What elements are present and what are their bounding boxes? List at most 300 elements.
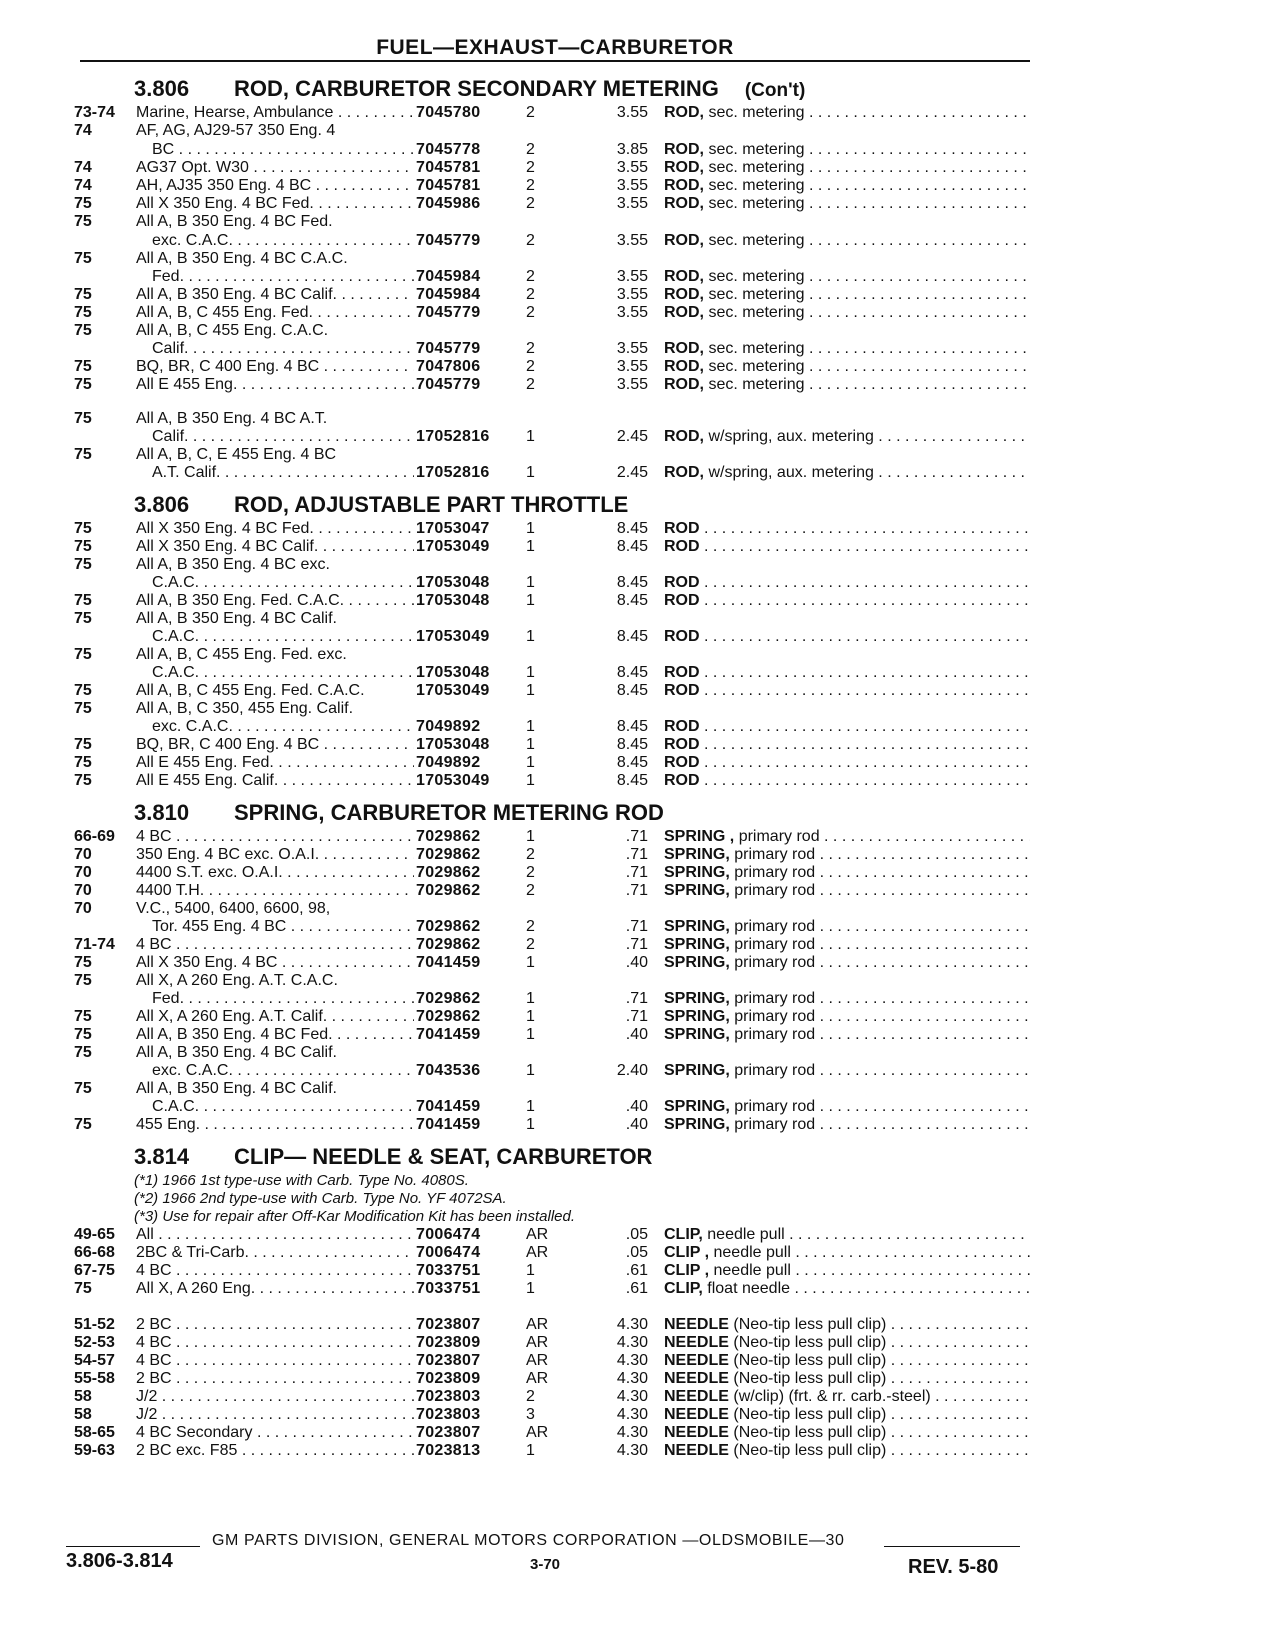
row-application: 4 BC Secondary . . . — [136, 1424, 414, 1442]
row-description — [664, 376, 1030, 394]
row-part-number: 7023807 — [416, 1424, 481, 1441]
row-quantity: 1 — [526, 538, 535, 555]
row-description-keyword: SPRING, — [664, 918, 730, 935]
row-price: 8.45 — [616, 538, 648, 555]
row-quantity: AR — [526, 1226, 549, 1243]
row-description — [664, 304, 1030, 322]
row-description-keyword: CLIP, — [664, 1280, 703, 1297]
row-quantity: 2 — [526, 286, 535, 303]
row-application: BQ, BR, C 400 Eng. 4 BC . . . — [136, 358, 414, 376]
row-application-cont: Fed. . . . — [152, 990, 414, 1008]
row-description — [664, 718, 1030, 736]
row-description-keyword: ROD, — [664, 340, 704, 357]
row-application: J/2 . . . — [136, 1406, 414, 1424]
row-year: 58-65 — [74, 1424, 115, 1441]
row-description-keyword: ROD — [664, 574, 700, 591]
row-year: 75 — [74, 556, 92, 573]
row-description — [664, 1244, 1030, 1262]
row-year: 52-53 — [74, 1334, 115, 1351]
row-description-text: needle pull — [707, 1226, 785, 1243]
row-part-number: 7023807 — [416, 1352, 481, 1369]
row-quantity: 1 — [526, 1026, 535, 1043]
row-description-keyword: CLIP, — [664, 1226, 703, 1243]
row-description-text: primary rod — [734, 882, 816, 899]
row-description-keyword: ROD, — [664, 195, 704, 212]
row-description-keyword: ROD, — [664, 464, 704, 481]
row-quantity: 1 — [526, 1442, 535, 1459]
row-price: 3.55 — [616, 104, 648, 121]
row-quantity: 2 — [526, 159, 535, 176]
row-application: All A, B 350 Eng. 4 BC Calif. — [136, 610, 337, 627]
section-number: 3.810 — [134, 800, 190, 825]
row-year: 75 — [74, 754, 92, 771]
row-part-number: 7023809 — [416, 1370, 481, 1387]
row-description — [664, 428, 1030, 446]
row-quantity: 2 — [526, 104, 535, 121]
row-description-keyword: ROD — [664, 682, 700, 699]
row-quantity: AR — [526, 1424, 549, 1441]
row-description-keyword: ROD, — [664, 268, 704, 285]
row-part-number: 7023813 — [416, 1442, 481, 1459]
row-year: 54-57 — [74, 1352, 115, 1369]
row-quantity: 2 — [526, 864, 535, 881]
row-part-number: 7029862 — [416, 990, 481, 1007]
row-price: .71 — [625, 828, 648, 845]
row-description — [664, 592, 1030, 610]
row-part-number: 17053048 — [416, 574, 490, 591]
row-description-text: primary rod — [734, 1008, 816, 1025]
row-description — [664, 1008, 1030, 1026]
row-application: V.C., 5400, 6400, 6600, 98, — [136, 900, 331, 917]
row-quantity: AR — [526, 1334, 549, 1351]
row-price: 4.30 — [616, 1424, 648, 1441]
row-description — [664, 1424, 1030, 1442]
row-description-text: primary rod — [734, 918, 816, 935]
row-application: 4 BC . . . — [136, 1262, 414, 1280]
row-description-text: sec. metering — [708, 195, 805, 212]
row-quantity: AR — [526, 1370, 549, 1387]
row-quantity: AR — [526, 1244, 549, 1261]
footer-revision: REV. 5-80 — [908, 1556, 999, 1578]
row-part-number: 7043536 — [416, 1062, 481, 1079]
row-price: 8.45 — [616, 772, 648, 789]
row-price: 8.45 — [616, 520, 648, 537]
row-application: 4400 T.H. . . . — [136, 882, 414, 900]
row-description — [664, 520, 1030, 538]
row-application: J/2 . . . — [136, 1388, 414, 1406]
row-year: 74 — [74, 159, 92, 176]
row-price: 4.30 — [616, 1334, 648, 1351]
row-description-keyword: SPRING, — [664, 882, 730, 899]
row-quantity: 1 — [526, 628, 535, 645]
row-part-number: 7006474 — [416, 1244, 481, 1261]
row-application-cont: C.A.C. . . . — [152, 628, 414, 646]
row-description — [664, 268, 1030, 286]
row-description — [664, 1388, 1030, 1406]
row-description-keyword: NEEDLE — [664, 1388, 729, 1405]
row-quantity: 1 — [526, 828, 535, 845]
row-quantity: 1 — [526, 736, 535, 753]
row-year: 75 — [74, 954, 92, 971]
row-description-keyword: ROD, — [664, 159, 704, 176]
row-year: 75 — [74, 682, 92, 699]
row-description — [664, 340, 1030, 358]
row-description — [664, 1026, 1030, 1044]
row-description-keyword: NEEDLE — [664, 1370, 729, 1387]
row-description-keyword: ROD — [664, 754, 700, 771]
row-price: 8.45 — [616, 682, 648, 699]
section-note: (*2) 1966 2nd type-use with Carb. Type No. YF 4072SA. — [134, 1190, 507, 1207]
row-description-text: w/spring, aux. metering — [708, 464, 874, 481]
row-quantity: AR — [526, 1352, 549, 1369]
row-application: AG37 Opt. W30 . . . — [136, 159, 414, 177]
row-description-keyword: ROD, — [664, 177, 704, 194]
row-price: 4.30 — [616, 1370, 648, 1387]
row-description-text: (Neo-tip less pull clip) — [733, 1334, 887, 1351]
row-price: 8.45 — [616, 718, 648, 735]
row-price: 3.55 — [616, 195, 648, 212]
row-description-keyword: SPRING, — [664, 1062, 730, 1079]
row-part-number: 7045778 — [416, 141, 481, 158]
row-description — [664, 918, 1030, 936]
row-description-text: sec. metering — [708, 304, 805, 321]
row-year: 49-65 — [74, 1226, 115, 1243]
row-price: .71 — [625, 882, 648, 899]
row-part-number: 7045984 — [416, 286, 481, 303]
row-description — [664, 574, 1030, 592]
row-description-keyword: SPRING, — [664, 1026, 730, 1043]
row-year: 71-74 — [74, 936, 115, 953]
row-year: 66-69 — [74, 828, 115, 845]
row-year: 70 — [74, 864, 92, 881]
row-description-keyword: ROD — [664, 538, 700, 555]
row-year: 75 — [74, 376, 92, 393]
row-application: All A, B 350 Eng. 4 BC Fed. — [136, 213, 333, 230]
row-price: 3.55 — [616, 177, 648, 194]
row-price: 3.55 — [616, 304, 648, 321]
row-year: 75 — [74, 195, 92, 212]
row-description-keyword: ROD, — [664, 358, 704, 375]
row-price: .40 — [625, 1116, 648, 1133]
row-year: 67-75 — [74, 1262, 115, 1279]
row-price: .71 — [625, 846, 648, 863]
row-application-cont: C.A.C. . . . — [152, 574, 414, 592]
row-description-text: (w/clip) (frt. & rr. carb.-steel) — [733, 1388, 931, 1405]
row-description-keyword: ROD, — [664, 428, 704, 445]
row-application: 4 BC . . . — [136, 1352, 414, 1370]
row-description — [664, 954, 1030, 972]
footer-rule-right — [884, 1546, 1020, 1547]
row-application-cont: C.A.C. . . . — [152, 664, 414, 682]
row-year: 75 — [74, 610, 92, 627]
row-price: 4.30 — [616, 1406, 648, 1423]
row-description-keyword: ROD, — [664, 141, 704, 158]
row-part-number: 7045986 — [416, 195, 481, 212]
row-application: All A, B 350 Eng. 4 BC exc. — [136, 556, 330, 573]
row-part-number: 7045779 — [416, 304, 481, 321]
row-description-keyword: ROD — [664, 628, 700, 645]
row-application-cont: exc. C.A.C. . . . — [152, 1062, 414, 1080]
row-price: .71 — [625, 918, 648, 935]
row-description — [664, 864, 1030, 882]
row-description — [664, 1370, 1030, 1388]
row-application: All A, B 350 Eng. 4 BC Calif. . . . . . — [136, 286, 414, 304]
row-application: All A, B 350 Eng. 4 BC C.A.C. — [136, 250, 348, 267]
row-application: All A, B, C, E 455 Eng. 4 BC — [136, 446, 337, 463]
row-description-text: sec. metering — [708, 376, 805, 393]
row-part-number: 17053048 — [416, 592, 490, 609]
row-quantity: 2 — [526, 936, 535, 953]
row-description — [664, 628, 1030, 646]
row-description — [664, 177, 1030, 195]
row-quantity: 1 — [526, 574, 535, 591]
row-description — [664, 1062, 1030, 1080]
row-quantity: 1 — [526, 1280, 535, 1297]
row-application: All X, A 260 Eng. . . . — [136, 1280, 414, 1298]
row-description-text: sec. metering — [708, 104, 805, 121]
row-part-number: 7029862 — [416, 882, 481, 899]
row-description — [664, 1352, 1030, 1370]
row-description-keyword: ROD — [664, 520, 700, 537]
row-quantity: 1 — [526, 1008, 535, 1025]
row-description-text: (Neo-tip less pull clip) — [733, 1370, 887, 1387]
row-description-text: (Neo-tip less pull clip) — [733, 1352, 887, 1369]
row-quantity: 1 — [526, 592, 535, 609]
row-application: All A, B 350 Eng. 4 BC Calif. — [136, 1080, 337, 1097]
row-application: 4 BC . . . — [136, 936, 414, 954]
row-year: 75 — [74, 322, 92, 339]
row-description-text: sec. metering — [708, 141, 805, 158]
row-description-keyword: SPRING, — [664, 990, 730, 1007]
row-description-keyword: SPRING, — [664, 1098, 730, 1115]
footer-rule-left — [66, 1546, 200, 1547]
row-price: .71 — [625, 1008, 648, 1025]
row-application: All X, A 260 Eng. A.T. C.A.C. — [136, 972, 338, 989]
row-description — [664, 990, 1030, 1008]
row-description — [664, 1406, 1030, 1424]
row-year: 75 — [74, 1044, 92, 1061]
row-description — [664, 1116, 1030, 1134]
section-number: 3.806 — [134, 76, 190, 101]
row-quantity: 1 — [526, 754, 535, 771]
row-year: 75 — [74, 972, 92, 989]
row-application: All A, B 350 Eng. 4 BC A.T. — [136, 410, 328, 427]
row-price: 8.45 — [616, 664, 648, 681]
row-application: 2 BC . . . — [136, 1316, 414, 1334]
row-description — [664, 104, 1030, 122]
row-quantity: 2 — [526, 1388, 535, 1405]
row-year: 70 — [74, 900, 92, 917]
row-year: 73-74 — [74, 104, 115, 121]
row-application: 2 BC exc. F85 . . . — [136, 1442, 414, 1460]
row-price: 3.55 — [616, 286, 648, 303]
row-quantity: 2 — [526, 882, 535, 899]
row-part-number: 7049892 — [416, 754, 481, 771]
footer-publisher: GM PARTS DIVISION, GENERAL MOTORS CORPORATION —OLDSMOBILE—30 — [212, 1532, 845, 1549]
row-part-number: 17053047 — [416, 520, 490, 537]
row-description — [664, 754, 1030, 772]
row-description-text: float needle — [707, 1280, 791, 1297]
row-quantity: 1 — [526, 1098, 535, 1115]
row-application-cont: exc. C.A.C. . . . — [152, 232, 414, 250]
row-part-number: 7029862 — [416, 828, 481, 845]
row-description — [664, 936, 1030, 954]
row-part-number: 7033751 — [416, 1262, 481, 1279]
row-price: .61 — [625, 1280, 648, 1297]
row-description — [664, 1334, 1030, 1352]
row-price: 8.45 — [616, 628, 648, 645]
row-year: 70 — [74, 882, 92, 899]
row-year: 75 — [74, 646, 92, 663]
row-description-keyword: ROD, — [664, 304, 704, 321]
row-application: All A, B 350 Eng. 4 BC Fed. . . . . . . — [136, 1026, 414, 1044]
row-description-text: primary rod — [734, 1062, 816, 1079]
section-heading — [134, 1144, 652, 1170]
row-quantity: 1 — [526, 682, 535, 699]
row-quantity: 2 — [526, 376, 535, 393]
row-quantity: 2 — [526, 177, 535, 194]
row-part-number: 7045781 — [416, 177, 481, 194]
row-part-number: 17052816 — [416, 428, 490, 445]
row-price: 8.45 — [616, 754, 648, 771]
section-number: 3.806 — [134, 492, 190, 517]
row-description-text: primary rod — [734, 1116, 816, 1133]
row-part-number: 7029862 — [416, 864, 481, 881]
row-description — [664, 828, 1030, 846]
row-application: 4 BC . . . — [136, 1334, 414, 1352]
row-description-text: (Neo-tip less pull clip) — [733, 1406, 887, 1423]
row-application-cont: C.A.C. . . . — [152, 1098, 414, 1116]
row-description-keyword: ROD — [664, 718, 700, 735]
row-description-text: primary rod — [734, 954, 816, 971]
row-quantity: 2 — [526, 268, 535, 285]
row-year: 51-52 — [74, 1316, 115, 1333]
row-part-number: 7029862 — [416, 918, 481, 935]
section-title: CLIP— NEEDLE & SEAT, CARBURETOR — [234, 1144, 653, 1169]
row-application-cont: BC . . . — [152, 141, 414, 159]
row-application-cont: A.T. Calif. . . . — [152, 464, 414, 482]
row-quantity: 2 — [526, 846, 535, 863]
row-application: All E 455 Eng. Calif. . . . — [136, 772, 414, 790]
row-description-keyword: SPRING, — [664, 1008, 730, 1025]
row-year: 75 — [74, 446, 92, 463]
row-part-number: 17053049 — [416, 682, 490, 699]
row-price: 4.30 — [616, 1316, 648, 1333]
row-application-cont: Tor. 455 Eng. 4 BC . . . — [152, 918, 414, 936]
section-heading — [134, 492, 628, 518]
row-description-text: sec. metering — [708, 286, 805, 303]
row-description — [664, 1226, 1030, 1244]
row-year: 75 — [74, 358, 92, 375]
row-description-keyword: SPRING , — [664, 828, 735, 845]
row-application: 2BC & Tri-Carb. . . . — [136, 1244, 414, 1262]
row-price: .61 — [625, 1262, 648, 1279]
row-part-number: 7006474 — [416, 1226, 481, 1243]
row-application: All A, B, C 455 Eng. C.A.C. — [136, 322, 329, 339]
row-application: All . . . — [136, 1226, 414, 1244]
row-year: 75 — [74, 1008, 92, 1025]
row-price: 2.45 — [616, 464, 648, 481]
row-quantity: 1 — [526, 428, 535, 445]
row-application: All A, B 350 Eng. 4 BC Calif. — [136, 1044, 337, 1061]
row-price: .71 — [625, 936, 648, 953]
row-price: 4.30 — [616, 1352, 648, 1369]
row-year: 75 — [74, 410, 92, 427]
row-price: 4.30 — [616, 1388, 648, 1405]
row-price: 3.55 — [616, 232, 648, 249]
row-part-number: 7023807 — [416, 1316, 481, 1333]
row-description-text: primary rod — [734, 846, 816, 863]
row-description — [664, 286, 1030, 304]
row-price: .71 — [625, 864, 648, 881]
row-part-number: 7029862 — [416, 936, 481, 953]
row-description-keyword: ROD, — [664, 232, 704, 249]
row-description — [664, 141, 1030, 159]
row-quantity: 2 — [526, 141, 535, 158]
row-quantity: 1 — [526, 1116, 535, 1133]
row-part-number: 17053048 — [416, 664, 490, 681]
row-part-number: 7045984 — [416, 268, 481, 285]
row-description-text: sec. metering — [708, 159, 805, 176]
row-description — [664, 358, 1030, 376]
row-year: 75 — [74, 772, 92, 789]
row-quantity: 2 — [526, 358, 535, 375]
row-application: All X 350 Eng. 4 BC Fed. . . . — [136, 195, 414, 213]
row-description-text: (Neo-tip less pull clip) — [733, 1442, 887, 1459]
row-description — [664, 195, 1030, 213]
row-description — [664, 1098, 1030, 1116]
row-description-text: primary rod — [734, 936, 816, 953]
section-note: (*3) Use for repair after Off-Kar Modification Kit has been installed. — [134, 1208, 576, 1225]
row-part-number: 7045780 — [416, 104, 481, 121]
row-description-keyword: SPRING, — [664, 1116, 730, 1133]
row-year: 75 — [74, 1080, 92, 1097]
row-description-keyword: ROD — [664, 592, 700, 609]
row-application-cont: Calif. . . . — [152, 340, 414, 358]
row-application-cont: exc. C.A.C. . . . — [152, 718, 414, 736]
row-part-number: 17053049 — [416, 772, 490, 789]
row-application: AH, AJ35 350 Eng. 4 BC . . . — [136, 177, 414, 195]
row-price: .71 — [625, 990, 648, 1007]
row-application: All A, B, C 455 Eng. Fed. exc. — [136, 646, 347, 663]
row-year: 74 — [74, 177, 92, 194]
row-description-text: (Neo-tip less pull clip) — [733, 1316, 887, 1333]
row-price: .40 — [625, 1098, 648, 1115]
row-description-text: sec. metering — [708, 232, 805, 249]
row-quantity: 1 — [526, 520, 535, 537]
row-description-keyword: ROD — [664, 736, 700, 753]
row-description-text: sec. metering — [708, 268, 805, 285]
row-part-number: 7047806 — [416, 358, 481, 375]
row-year: 74 — [74, 122, 92, 139]
row-quantity: 1 — [526, 1262, 535, 1279]
row-application: All A, B, C 350, 455 Eng. Calif. — [136, 700, 354, 717]
row-description-text: sec. metering — [708, 358, 805, 375]
row-part-number: 7045779 — [416, 376, 481, 393]
row-year: 75 — [74, 1026, 92, 1043]
row-part-number: 7023809 — [416, 1334, 481, 1351]
header-rule — [80, 60, 1030, 62]
row-application: AF, AG, AJ29-57 350 Eng. 4 — [136, 122, 336, 139]
section-title: SPRING, CARBURETOR METERING ROD — [234, 800, 664, 825]
row-application: All X 350 Eng. 4 BC . . . — [136, 954, 414, 972]
row-year: 75 — [74, 304, 92, 321]
row-description-keyword: NEEDLE — [664, 1442, 729, 1459]
row-price: 8.45 — [616, 736, 648, 753]
row-price: .05 — [625, 1226, 648, 1243]
row-application: 4 BC . . . — [136, 828, 414, 846]
row-quantity: 2 — [526, 232, 535, 249]
